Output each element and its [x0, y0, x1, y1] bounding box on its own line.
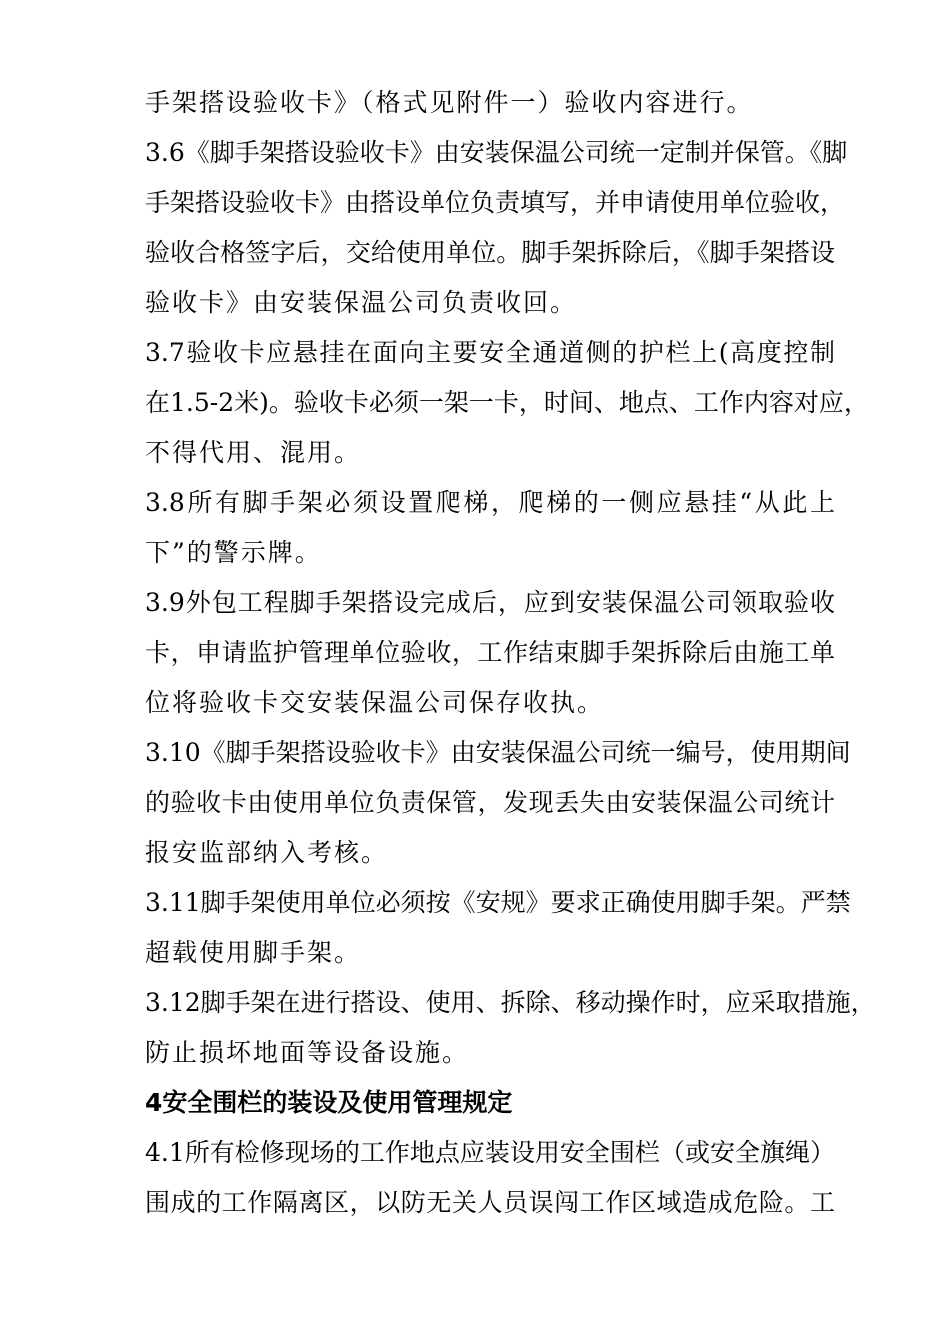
document-body	[145, 78, 876, 1228]
text-line: 的验收卡由使用单位负责保管，发现丢失由安装保温公司统计	[145, 788, 835, 817]
section-heading: 4安全围栏的装设及使用管理规定	[145, 1088, 513, 1117]
text-line: 围成的工作隔离区，以防无关人员误闯工作区域造成危险。工	[145, 1188, 835, 1217]
text-line: 3.12脚手架在进行搭设、使用、拆除、移动操作时，应采取措施，	[145, 988, 876, 1017]
text-line: 3.7验收卡应悬挂在面向主要安全通道侧的护栏上(高度控制	[145, 338, 835, 367]
text-line: 3.10《脚手架搭设验收卡》由安装保温公司统一编号，使用期间	[145, 738, 851, 767]
text-line: 手架搭设验收卡》（格式见附件一）验收内容进行。	[145, 88, 754, 117]
text-line: 验收卡》由安装保温公司负责收回。	[145, 288, 578, 317]
text-line: 3.11脚手架使用单位必须按《安规》要求正确使用脚手架。严禁	[145, 888, 851, 917]
text-line: 3.8所有脚手架必须设置爬梯，爬梯的一侧应悬挂“从此上	[145, 488, 835, 517]
text-line: 3.6《脚手架搭设验收卡》由安装保温公司统一定制并保管。《脚	[145, 138, 848, 167]
text-line: 防止损坏地面等设备设施。	[145, 1038, 470, 1067]
text-line: 超载使用脚手架。	[145, 938, 362, 967]
text-line: 验收合格签字后，交给使用单位。脚手架拆除后，《脚手架搭设	[145, 238, 835, 267]
text-line: 3.9外包工程脚手架搭设完成后，应到安装保温公司领取验收	[145, 588, 835, 617]
text-line: 报安监部纳入考核。	[145, 838, 389, 867]
text-line: 手架搭设验收卡》由搭设单位负责填写，并申请使用单位验收，	[145, 188, 846, 217]
text-line: 不得代用、混用。	[145, 438, 362, 467]
text-line: 4.1所有检修现场的工作地点应装设用安全围栏（或安全旗绳）	[145, 1138, 835, 1167]
text-line: 在1.5-2米)。验收卡必须一架一卡，时间、地点、工作内容对应，	[145, 388, 869, 417]
text-line: 位将验收卡交安装保温公司保存收执。	[145, 688, 605, 717]
text-line: 卡，申请监护管理单位验收，工作结束脚手架拆除后由施工单	[145, 638, 835, 667]
text-line: 下”的警示牌。	[145, 538, 322, 567]
